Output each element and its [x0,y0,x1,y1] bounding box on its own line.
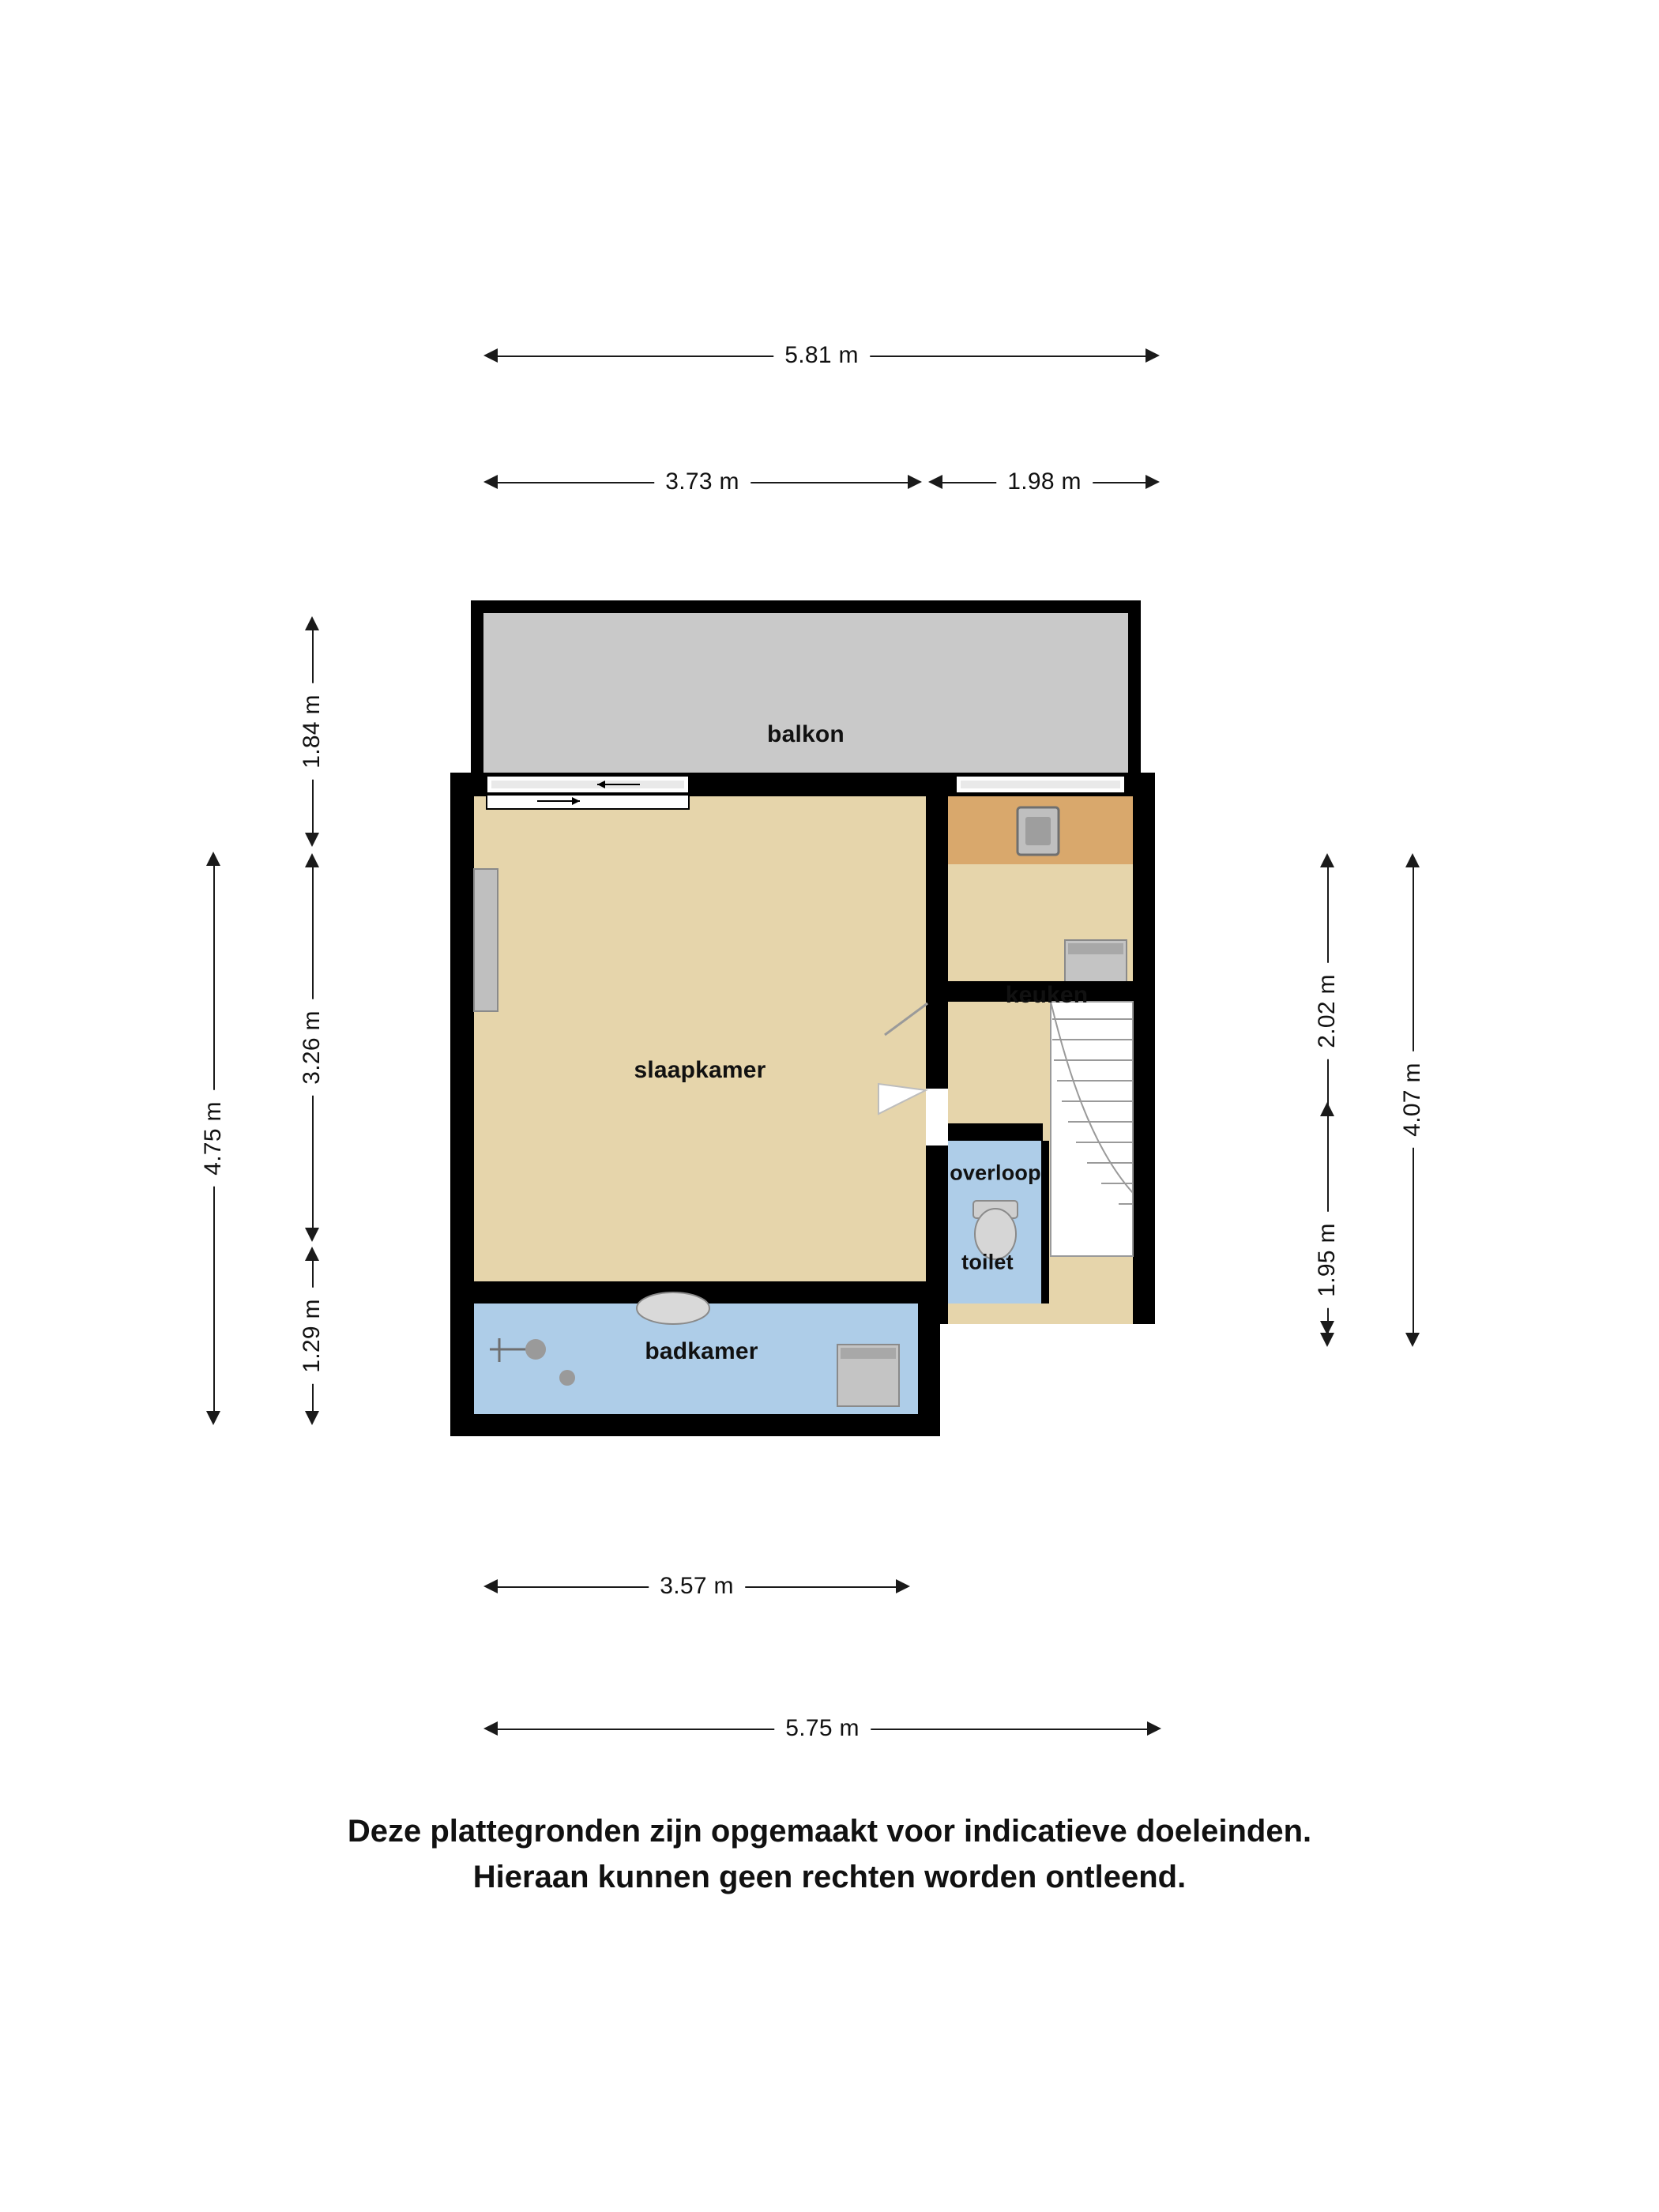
footer-line-1: Deze plattegronden zijn opgemaakt voor indicatieve doeleinden. [347,1814,1312,1849]
dimension-label: 1.29 m [299,1288,325,1384]
arrow-down-icon [1320,1333,1334,1347]
arrow-down-icon [305,833,319,847]
room-slaapkamer [474,796,926,1286]
dimension-left-inner-mid [296,853,328,1242]
arrow-down-icon [305,1411,319,1425]
arrow-down-icon [206,1411,220,1425]
room-balkon [471,600,1141,781]
dimension-label: 3.57 m [649,1573,745,1600]
arrow-left-icon [483,1721,498,1736]
room-label-toilet: toilet [961,1250,1014,1274]
arrow-right-icon [896,1579,910,1593]
dimension-label: 3.73 m [654,468,750,495]
arrow-left-icon [483,1579,498,1593]
dimension-label: 5.81 m [773,342,870,369]
arrow-right-icon [1146,475,1160,489]
arrow-up-icon [1320,1102,1334,1116]
room-label-slaapkamer: slaapkamer [634,1057,766,1083]
dimension-left-inner-top [296,616,328,847]
dimension-label: 4.75 m [200,1090,227,1187]
dimension-top-outer [483,340,1160,371]
dimension-label: 1.84 m [299,683,325,780]
arrow-up-icon [1405,853,1420,867]
room-label-badkamer: badkamer [645,1338,758,1364]
staircase [1051,1002,1133,1256]
arrow-right-icon [908,475,922,489]
dimension-label: 3.26 m [299,999,325,1096]
room-label-balkon: balkon [767,721,845,747]
room-keuken [948,796,1133,994]
arrow-right-icon [1147,1721,1161,1736]
arrow-left-icon [928,475,942,489]
dimension-label: 1.95 m [1314,1212,1341,1308]
arrow-left-icon [483,348,498,363]
dimension-top-inner-left [483,466,922,498]
dimension-label: 1.98 m [996,468,1093,495]
arrow-up-icon [305,1247,319,1261]
dimension-label: 4.07 m [1399,1051,1426,1148]
dimension-top-inner-right [928,466,1160,498]
footer-line-2: Hieraan kunnen geen rechten worden ontleend. [472,1860,1187,1894]
arrow-up-icon [206,852,220,866]
dimension-bottom-outer [483,1713,1161,1744]
dimension-label: 2.02 m [1314,963,1341,1059]
arrow-left-icon [483,475,498,489]
arrow-up-icon [305,853,319,867]
room-label-keuken: keuken [1005,982,1089,1008]
arrow-down-icon [1405,1333,1420,1347]
dimension-right-outer [1397,853,1428,1347]
arrow-up-icon [1320,853,1334,867]
dimension-label: 5.75 m [774,1715,871,1742]
room-label-overloop: overloop [950,1161,1041,1185]
dimension-bottom-inner [483,1571,910,1602]
dimension-left-outer [198,852,229,1425]
dimension-left-inner-bottom [296,1247,328,1425]
arrow-down-icon [305,1228,319,1242]
arrow-up-icon [305,616,319,630]
interior-wall [926,796,948,1002]
arrow-right-icon [1146,348,1160,363]
dimension-right-inner-bottom [1311,1102,1343,1347]
